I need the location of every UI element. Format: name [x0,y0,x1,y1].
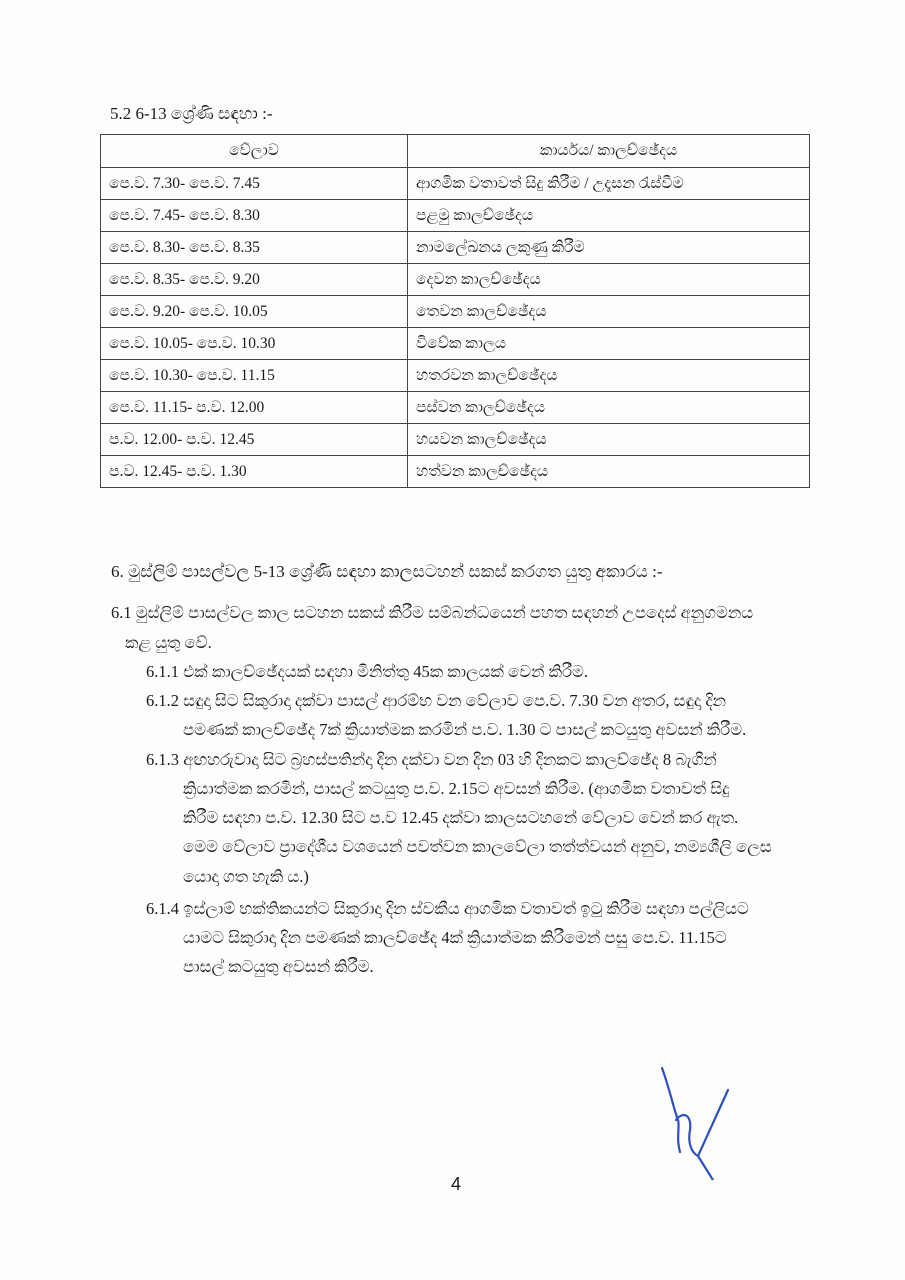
cell-activity: නාමලේඛනය ලකුණු කිරීම [408,232,810,264]
para-6-1-3-line: කිරීම සඳහා ප.ව. 12.30 සිට ප.ව 12.45 දක්වා කාලසටහනේ වේලාව වෙන් කර ඇත. [183,808,739,827]
signature-icon [640,1060,740,1180]
cell-activity: තෙවන කාලච්ඡේදය [408,296,810,328]
cell-time: ප.ව. 12.45- ප.ව. 1.30 [101,456,408,488]
cell-time: පෙ.ව. 10.30- පෙ.ව. 11.15 [101,360,408,392]
para-6-1-4-line: පාසල් කටයුතු අවසන් කිරීම. [183,957,374,976]
cell-activity: හතරවන කාලච්ඡේදය [408,360,810,392]
cell-time: පෙ.ව. 8.30- පෙ.ව. 8.35 [101,232,408,264]
table-row [101,424,810,456]
para-6-1-line: 6.1 මුස්ලිම් පාසල්වල කාල සටහන සකස් කිරීම සම්බන්ධයෙන් පහත සඳහන් උපදෙස් අනුගමනය [111,603,754,622]
para-6-1-3-line: මෙම වේලාව ප්‍රාදේශීය වශයෙන් පවත්වන කාලවේලා තත්ත්වයන් අනුව, නම්‍යශීලි ලෙස [183,837,772,856]
table-row [101,296,810,328]
table-row [101,456,810,488]
schedule-table [100,134,810,488]
section-6-title: 6. මුස්ලිම් පාසල්වල 5-13 ශ්‍රේණි සඳහා කාලසටහන් සකස් කරගත යුතු අකාරය :- [111,562,663,581]
para-6-1-3-line: 6.1.3 අඟහරුවාදා සිට බ්‍රහස්පතින්දා දින දක්වා වන දින 03 හි දිනකට කාලච්ඡේද 8 බැගින් [146,750,717,769]
cell-time: පෙ.ව. 8.35- පෙ.ව. 9.20 [101,264,408,296]
para-6-1-4-line: 6.1.4 ඉස්ලාම් භක්තිකයන්ට සිකුරාදා දින ස්වකීය ආගමික වතාවත් ඉටු කිරීම සඳහා පල්ලියට [146,899,749,918]
para-6-1-3-line: යොදා ගත හැකි ය.) [183,867,309,886]
para-6-1-2-line: පමණක් කාලච්ඡේද 7ක් ක්‍රියාත්මක කරමින් ප.ව. 1.30 ට පාසල් කටයුතු අවසන් කිරීම. [183,720,747,739]
cell-time: පෙ.ව. 7.45- පෙ.ව. 8.30 [101,200,408,232]
table-header-row [101,135,810,168]
section-5-2-title: 5.2 6-13 ශ්‍රේණි සඳහා :- [110,104,273,123]
cell-time: ප.ව. 12.00- ප.ව. 12.45 [101,424,408,456]
cell-time: පෙ.ව. 10.05- පෙ.ව. 10.30 [101,328,408,360]
para-6-1-3-line: ක්‍රියාත්මක කරමින්, පාසල් කටයුතු ප.ව. 2.15ට අවසන් කිරීම. (ආගමික වතාවත් සිදු [183,779,730,798]
cell-activity: පළමු කාලච්ඡේදය [408,200,810,232]
cell-activity: දෙවන කාලච්ඡේදය [408,264,810,296]
table-row [101,232,810,264]
cell-time: පෙ.ව. 11.15- ප.ව. 12.00 [101,392,408,424]
para-6-1-1-line: 6.1.1 එක් කාලච්ඡේදයක් සඳහා මිනිත්තු 45ක කාලයක් වෙන් කිරීම. [146,662,589,681]
cell-time: පෙ.ව. 7.30- පෙ.ව. 7.45 [101,168,408,200]
page-number: 4 [451,1174,462,1194]
table-row [101,200,810,232]
table-row [101,168,810,200]
cell-activity: හයවන කාලච්ඡේදය [408,424,810,456]
table-row [101,392,810,424]
header-time: වේලාව [101,135,408,168]
header-activity: කාර්යය/ කාලච්ඡේදය [408,135,810,168]
table-row [101,360,810,392]
cell-activity: විවේක කාලය [408,328,810,360]
para-6-1-2-line: 6.1.2 සඳුදා සිට සිකුරාදා දක්වා පාසල් ආරම්භ වන වේලාව පෙ.ව. 7.30 වන අතර, සඳුදා දින [146,691,727,710]
cell-activity: ආගමික වතාවත් සිදු කිරීම / උදෑසන රැස්වීම [408,168,810,200]
para-6-1-4-line: යාමට සිකුරාදා දින පමණක් කාලච්ඡේද 4ක් ක්‍රියාත්මක කිරීමෙන් පසු පෙ.ව. 11.15ට [183,928,727,947]
table-row [101,264,810,296]
table-row [101,328,810,360]
cell-time: පෙ.ව. 9.20- පෙ.ව. 10.05 [101,296,408,328]
cell-activity: හත්වන කාලච්ඡේදය [408,456,810,488]
para-6-1-line: කළ යුතු වේ. [125,633,212,652]
cell-activity: පස්වන කාලච්ඡේදය [408,392,810,424]
